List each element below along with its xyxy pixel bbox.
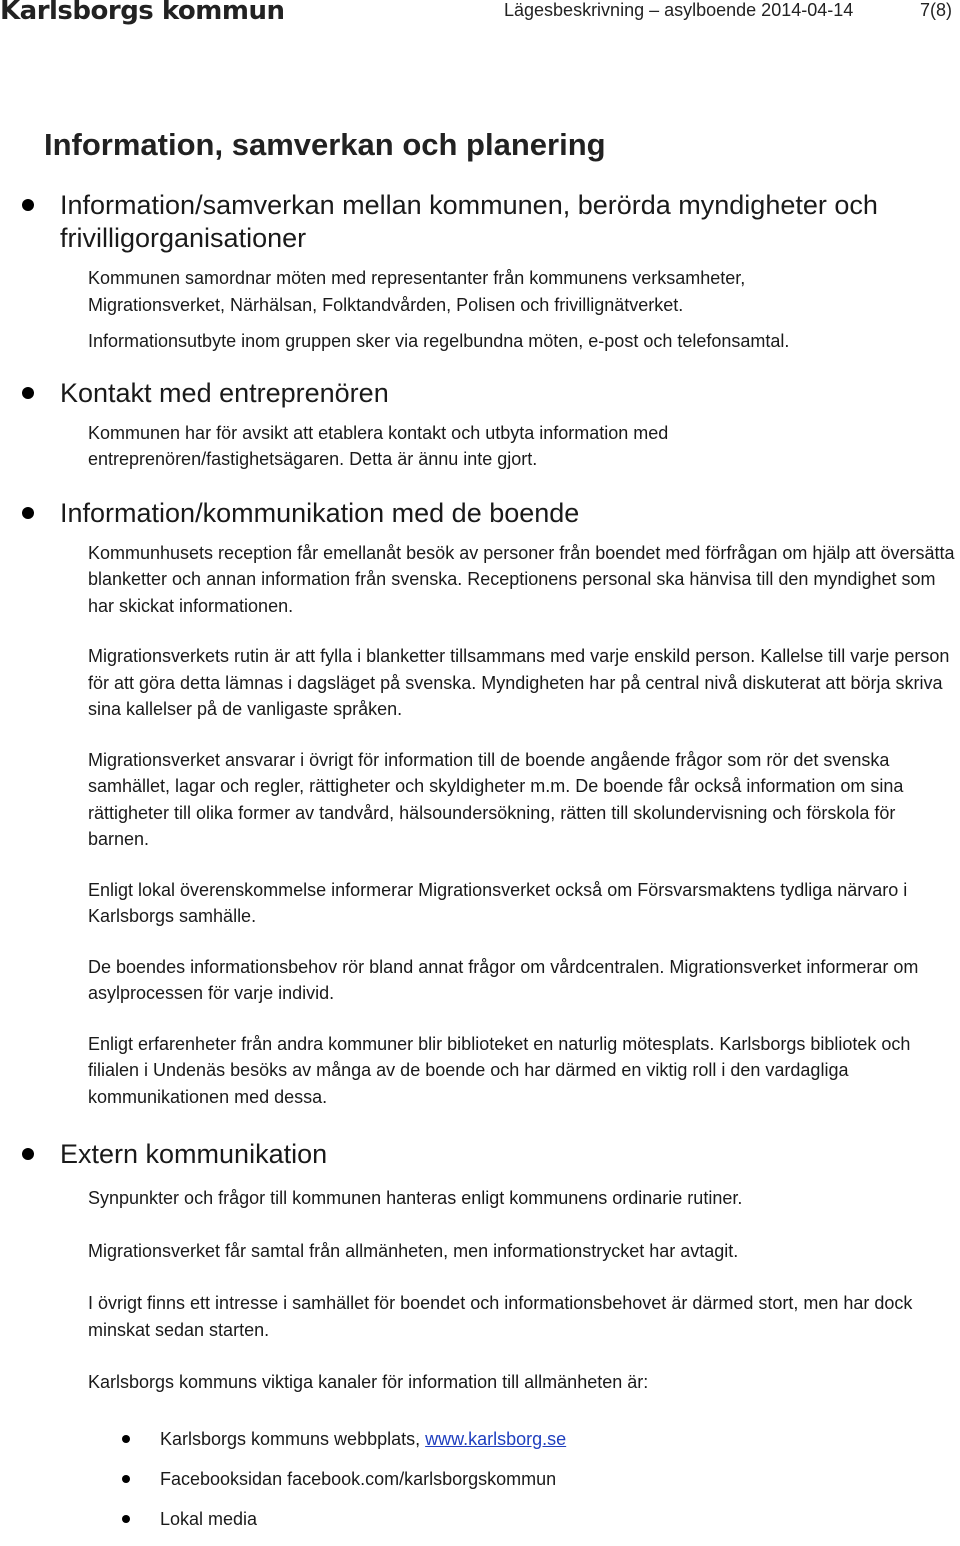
- paragraph: Synpunkter och frågor till kommunen hanteras enligt kommunens ordinarie rutiner.: [88, 1188, 743, 1208]
- paragraph: Kommunen har för avsikt att etablera kontakt och utbyta information med entreprenören/fastighetsägaren. Detta är ännu inte gjort.: [88, 422, 669, 469]
- municipality-logo: Karlsborgs kommun: [0, 0, 285, 26]
- paragraph: Enligt erfarenheter från andra kommuner blir biblioteket en naturlig mötesplats. Karlsborgs bibliotek och filialen i Undenäs besöks av många av de boende och har därmed en viktig roll i den vardagliga kommunikationen med dessa.: [88, 1033, 911, 1107]
- paragraph: Informationsutbyte inom gruppen sker via regelbundna möten, e-post och telefonsamtal.: [88, 331, 790, 351]
- bullet-icon: [22, 387, 34, 399]
- section-heading-text: Information/samverkan mellan kommunen, berörda myndigheter och frivilligorganisationer: [60, 190, 878, 253]
- section-entreprenor: [0, 377, 960, 473]
- paragraph: Migrationsverket ansvarar i övrigt för information till de boende angående frågor som rör det svenska samhället, lagar och regler, rättigheter och skyldigheter m.m. De boende får också information om sina rättigheter till olika former av tandvård, hälsoundersökning, rätten till skolundervisning och förskola för barnen.: [88, 749, 904, 849]
- document-title: Lägesbeskrivning – asylboende 2014-04-14: [504, 0, 854, 20]
- bullet-icon: [22, 507, 34, 519]
- paragraph: Migrationsverkets rutin är att fylla i blanketter tillsammans med varje enskild person. Kallelse till varje person för att göra detta lämnas i dagsläget på svenska. Myndigheten har på central nivå diskuterat att börja skriva sina kallelser på de vanligaste språken.: [88, 646, 950, 719]
- list-item: [0, 1426, 960, 1466]
- section-heading: [0, 497, 960, 530]
- section-boende: [0, 497, 960, 1111]
- paragraph: I övrigt finns ett intresse i samhället för boendet och informationsbehovet är därmed stort, men har dock minskat sedan starten.: [88, 1293, 913, 1340]
- page-header: [0, 0, 960, 30]
- paragraph: Enligt lokal överenskommelse informerar Migrationsverket också om Försvarsmaktens tydliga närvaro i Karlsborgs samhälle.: [88, 879, 908, 926]
- bullet-icon: [22, 1148, 34, 1160]
- page-title: Information, samverkan och planering: [44, 127, 606, 162]
- website-link[interactable]: www.karlsborg.se: [425, 1428, 567, 1449]
- section-heading-text: Information/kommunikation med de boende: [60, 497, 580, 528]
- paragraph: Kommunen samordnar möten med representanter från kommunens verksamheter, Migrationsverket, Närhälsan, Folktandvården, Polisen och frivillignätverket.: [88, 268, 746, 315]
- channel-facebook: Facebooksidan facebook.com/karlsborgskommun: [160, 1468, 557, 1489]
- bullet-icon: [122, 1435, 130, 1443]
- bullet-icon: [122, 1475, 130, 1483]
- section-heading: [0, 1138, 960, 1171]
- section-heading: [0, 189, 960, 255]
- section-extern: [0, 1138, 960, 1546]
- bullet-icon: [22, 199, 34, 211]
- section-heading-text: Kontakt med entreprenören: [60, 377, 389, 408]
- channel-local-media: Lokal media: [160, 1508, 258, 1529]
- paragraph: Migrationsverket får samtal från allmänheten, men informationstrycket har avtagit.: [88, 1240, 739, 1261]
- list-item: [0, 1466, 960, 1506]
- section-samverkan: [0, 189, 960, 355]
- paragraph: Karlsborgs kommuns viktiga kanaler för information till allmänheten är:: [88, 1372, 649, 1392]
- paragraph: De boendes informationsbehov rör bland annat frågor om vårdcentralen. Migrationsverket informerar om asylprocessen för varje individ.: [88, 956, 919, 1003]
- document-body: [0, 125, 960, 1546]
- page-number: 7(8): [919, 0, 952, 20]
- bullet-icon: [122, 1515, 130, 1523]
- channel-website-label: Karlsborgs kommuns webbplats,: [160, 1428, 426, 1449]
- channel-list: [0, 1426, 960, 1546]
- paragraph: Kommunhusets reception får emellanåt besök av personer från boendet med förfrågan om hjälp att översätta blanketter och annan information från svenska. Receptionens personal ska hänvisa till den myndighet som har skickat informationen.: [88, 542, 955, 616]
- section-heading: [0, 377, 960, 410]
- list-item: [0, 1506, 960, 1546]
- section-heading-text: Extern kommunikation: [60, 1139, 328, 1169]
